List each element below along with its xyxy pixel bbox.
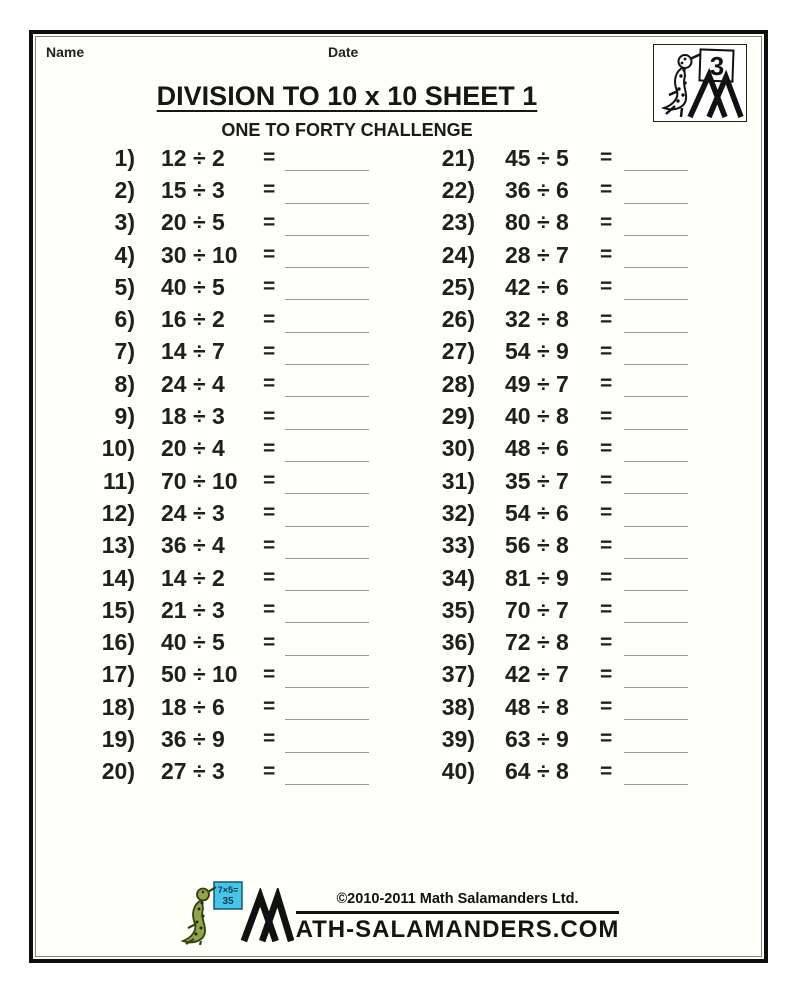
problem-number: 17) <box>101 661 135 688</box>
equals-sign: = <box>263 469 276 493</box>
problem-number: 31) <box>441 467 475 494</box>
footer-sign-line2: 35 <box>222 896 234 907</box>
problem-number: 21) <box>441 144 475 171</box>
problem-expression: 70 ÷ 10 <box>161 467 238 494</box>
answer-blank[interactable] <box>285 784 369 785</box>
equals-sign: = <box>600 630 613 654</box>
problem-expression: 36 ÷ 9 <box>161 725 225 752</box>
problem-number: 1) <box>114 144 135 171</box>
problem-row <box>95 303 369 335</box>
page-title: DIVISION TO 10 x 10 SHEET 1 <box>156 81 538 111</box>
problem-row <box>95 142 369 174</box>
answer-blank[interactable] <box>624 267 688 268</box>
problem-row <box>430 626 688 658</box>
footer-text-block <box>296 890 620 944</box>
footer-m-icon <box>240 888 294 946</box>
problem-row <box>430 691 688 723</box>
problem-expression: 12 ÷ 2 <box>161 144 225 171</box>
equals-sign: = <box>263 146 276 170</box>
equals-sign: = <box>600 243 613 267</box>
answer-blank[interactable] <box>285 719 369 720</box>
problem-expression: 20 ÷ 4 <box>161 435 225 462</box>
answer-blank[interactable] <box>624 752 688 753</box>
problem-number: 16) <box>101 629 135 656</box>
equals-sign: = <box>600 372 613 396</box>
equals-sign: = <box>600 727 613 751</box>
answer-blank[interactable] <box>624 461 688 462</box>
answer-blank[interactable] <box>624 332 688 333</box>
problem-number: 7) <box>114 338 135 365</box>
problem-expression: 24 ÷ 4 <box>161 370 225 397</box>
problem-row <box>430 756 688 788</box>
equals-sign: = <box>263 436 276 460</box>
answer-blank[interactable] <box>624 364 688 365</box>
equals-sign: = <box>263 598 276 622</box>
equals-sign: = <box>263 630 276 654</box>
problem-expression: 14 ÷ 7 <box>161 338 225 365</box>
answer-blank[interactable] <box>624 687 688 688</box>
problem-expression: 42 ÷ 7 <box>505 661 569 688</box>
footer-salamander-icon <box>178 880 246 946</box>
problem-expression: 54 ÷ 6 <box>505 499 569 526</box>
answer-blank[interactable] <box>285 461 369 462</box>
answer-blank[interactable] <box>285 687 369 688</box>
equals-sign: = <box>263 662 276 686</box>
equals-sign: = <box>600 598 613 622</box>
problem-expression: 24 ÷ 3 <box>161 499 225 526</box>
problem-number: 4) <box>114 241 135 268</box>
problem-row <box>430 336 688 368</box>
problem-expression: 18 ÷ 6 <box>161 693 225 720</box>
problem-row <box>430 142 688 174</box>
footer-divider <box>296 911 620 914</box>
problem-expression: 36 ÷ 6 <box>505 176 569 203</box>
answer-blank[interactable] <box>624 235 688 236</box>
problem-row <box>95 368 369 400</box>
header-titles <box>33 80 661 141</box>
footer-sign-line1: 7×5= <box>217 885 238 895</box>
problem-expression: 48 ÷ 8 <box>505 693 569 720</box>
problem-row <box>430 594 688 626</box>
problem-row <box>95 626 369 658</box>
worksheet-page <box>29 30 768 963</box>
problem-expression: 49 ÷ 7 <box>505 370 569 397</box>
equals-sign: = <box>263 404 276 428</box>
problem-expression: 16 ÷ 2 <box>161 306 225 333</box>
problem-row <box>430 465 688 497</box>
problem-row <box>430 368 688 400</box>
problem-row <box>430 562 688 594</box>
answer-blank[interactable] <box>285 203 369 204</box>
equals-sign: = <box>263 275 276 299</box>
answer-blank[interactable] <box>285 429 369 430</box>
problem-row <box>95 271 369 303</box>
problem-number: 11) <box>103 467 135 494</box>
answer-blank[interactable] <box>285 526 369 527</box>
problem-expression: 36 ÷ 4 <box>161 532 225 559</box>
equals-sign: = <box>263 210 276 234</box>
problem-expression: 35 ÷ 7 <box>505 467 569 494</box>
problem-row <box>95 465 369 497</box>
problem-row <box>95 562 369 594</box>
problem-number: 29) <box>441 403 475 430</box>
problem-number: 13) <box>101 532 135 559</box>
problem-number: 9) <box>114 403 135 430</box>
problem-number: 8) <box>114 370 135 397</box>
problem-row <box>95 433 369 465</box>
problem-number: 33) <box>441 532 475 559</box>
problem-expression: 18 ÷ 3 <box>161 403 225 430</box>
page-subtitle: ONE TO FORTY CHALLENGE <box>221 120 473 140</box>
answer-blank[interactable] <box>285 364 369 365</box>
answer-blank[interactable] <box>285 235 369 236</box>
corner-logo-box <box>653 44 747 122</box>
problem-row <box>95 723 369 755</box>
problem-number: 12) <box>101 499 135 526</box>
problem-expression: 56 ÷ 8 <box>505 532 569 559</box>
problem-expression: 40 ÷ 5 <box>161 629 225 656</box>
answer-blank[interactable] <box>285 332 369 333</box>
equals-sign: = <box>263 566 276 589</box>
answer-blank[interactable] <box>624 396 688 397</box>
problem-number: 25) <box>441 273 475 300</box>
copyright-text: ©2010-2011 Math Salamanders Ltd. <box>336 891 579 907</box>
problem-row <box>430 174 688 206</box>
problem-number: 6) <box>114 306 135 333</box>
answer-blank[interactable] <box>624 203 688 204</box>
problem-expression: 28 ÷ 7 <box>505 241 569 268</box>
problem-number: 32) <box>441 499 475 526</box>
problem-expression: 21 ÷ 3 <box>161 596 225 623</box>
answer-blank[interactable] <box>285 267 369 268</box>
problem-number: 34) <box>441 564 475 591</box>
problem-number: 14) <box>101 564 135 591</box>
problem-number: 23) <box>441 209 475 236</box>
grade-number: 3 <box>709 51 725 81</box>
answer-blank[interactable] <box>624 170 688 171</box>
problem-number: 35) <box>441 596 475 623</box>
equals-sign: = <box>263 307 276 331</box>
problem-expression: 40 ÷ 8 <box>505 403 569 430</box>
problem-number: 37) <box>441 661 475 688</box>
equals-sign: = <box>600 307 613 331</box>
problem-row <box>95 400 369 432</box>
problem-row <box>430 303 688 335</box>
problem-row <box>430 530 688 562</box>
problem-row <box>95 239 369 271</box>
site-name-text: ATH-SALAMANDERS.COM <box>295 916 620 943</box>
answer-blank[interactable] <box>624 558 688 559</box>
problem-row <box>95 756 369 788</box>
problem-number: 19) <box>101 725 135 752</box>
problem-expression: 45 ÷ 5 <box>505 144 569 171</box>
problem-number: 36) <box>441 629 475 656</box>
problem-expression: 48 ÷ 6 <box>505 435 569 462</box>
equals-sign: = <box>600 436 613 460</box>
answer-blank[interactable] <box>624 719 688 720</box>
footer <box>33 880 764 946</box>
problem-row <box>430 400 688 432</box>
problem-number: 30) <box>441 435 475 462</box>
problem-row <box>95 174 369 206</box>
problem-number: 28) <box>441 370 475 397</box>
equals-sign: = <box>600 759 613 783</box>
problems-column-left <box>95 142 369 788</box>
footer-sign <box>214 882 242 909</box>
problem-number: 40) <box>441 758 475 785</box>
problem-expression: 15 ÷ 3 <box>161 176 225 203</box>
equals-sign: = <box>263 372 276 396</box>
equals-sign: = <box>600 566 613 589</box>
equals-sign: = <box>263 178 276 202</box>
answer-blank[interactable] <box>624 526 688 527</box>
problem-row <box>95 691 369 723</box>
problem-number: 5) <box>114 273 135 300</box>
problem-number: 27) <box>441 338 475 365</box>
problem-number: 22) <box>441 176 475 203</box>
problem-number: 38) <box>441 693 475 720</box>
problem-expression: 81 ÷ 9 <box>505 564 569 591</box>
problem-row <box>95 207 369 239</box>
answer-blank[interactable] <box>285 493 369 494</box>
problem-row <box>430 723 688 755</box>
answer-blank[interactable] <box>285 590 369 591</box>
problem-expression: 63 ÷ 9 <box>505 725 569 752</box>
corner-logo-graphic <box>654 45 746 121</box>
equals-sign: = <box>263 501 276 525</box>
equals-sign: = <box>600 275 613 299</box>
equals-sign: = <box>600 501 613 525</box>
equals-sign: = <box>600 339 613 363</box>
answer-blank[interactable] <box>285 170 369 171</box>
problem-expression: 14 ÷ 2 <box>161 564 225 591</box>
name-label: Name <box>46 44 85 60</box>
equals-sign: = <box>263 727 276 751</box>
problem-row <box>430 271 688 303</box>
problem-expression: 27 ÷ 3 <box>161 758 225 785</box>
answer-blank[interactable] <box>285 396 369 397</box>
problem-number: 2) <box>114 176 135 203</box>
problem-number: 20) <box>101 758 135 785</box>
answer-blank[interactable] <box>624 622 688 623</box>
equals-sign: = <box>263 339 276 363</box>
answer-blank[interactable] <box>624 299 688 300</box>
problem-row <box>95 659 369 691</box>
equals-sign: = <box>600 469 613 493</box>
problem-expression: 72 ÷ 8 <box>505 629 569 656</box>
problem-number: 24) <box>441 241 475 268</box>
problem-expression: 70 ÷ 7 <box>505 596 569 623</box>
problem-number: 3) <box>114 209 135 236</box>
equals-sign: = <box>263 695 276 719</box>
problem-row <box>95 497 369 529</box>
problem-expression: 40 ÷ 5 <box>161 273 225 300</box>
answer-blank[interactable] <box>624 784 688 785</box>
problem-row <box>430 497 688 529</box>
answer-blank[interactable] <box>285 655 369 656</box>
answer-blank[interactable] <box>624 655 688 656</box>
problem-expression: 80 ÷ 8 <box>505 209 569 236</box>
answer-blank[interactable] <box>285 752 369 753</box>
problem-number: 18) <box>101 693 135 720</box>
equals-sign: = <box>600 533 613 557</box>
problem-number: 39) <box>441 725 475 752</box>
answer-blank[interactable] <box>624 429 688 430</box>
problem-number: 10) <box>101 435 135 462</box>
green-salamander-body <box>183 887 216 945</box>
equals-sign: = <box>263 243 276 267</box>
equals-sign: = <box>600 695 613 719</box>
problem-number: 26) <box>441 306 475 333</box>
date-label: Date <box>328 44 359 60</box>
equals-sign: = <box>263 533 276 557</box>
problem-row <box>430 433 688 465</box>
problem-expression: 54 ÷ 9 <box>505 338 569 365</box>
problems-column-right <box>430 142 688 788</box>
problem-row <box>95 336 369 368</box>
answer-blank[interactable] <box>624 590 688 591</box>
problem-row <box>95 530 369 562</box>
equals-sign: = <box>600 662 613 686</box>
problem-expression: 32 ÷ 8 <box>505 306 569 333</box>
problem-row <box>430 239 688 271</box>
answer-blank[interactable] <box>285 299 369 300</box>
problem-row <box>95 594 369 626</box>
problem-row <box>430 207 688 239</box>
problem-row <box>430 659 688 691</box>
answer-blank[interactable] <box>285 622 369 623</box>
answer-blank[interactable] <box>285 558 369 559</box>
equals-sign: = <box>263 759 276 783</box>
equals-sign: = <box>600 146 613 170</box>
problem-expression: 50 ÷ 10 <box>161 661 238 688</box>
problem-expression: 64 ÷ 8 <box>505 758 569 785</box>
problem-number: 15) <box>101 596 135 623</box>
problem-expression: 20 ÷ 5 <box>161 209 225 236</box>
equals-sign: = <box>600 210 613 234</box>
problem-expression: 42 ÷ 6 <box>505 273 569 300</box>
equals-sign: = <box>600 404 613 428</box>
equals-sign: = <box>600 178 613 202</box>
problem-expression: 30 ÷ 10 <box>161 241 238 268</box>
answer-blank[interactable] <box>624 493 688 494</box>
